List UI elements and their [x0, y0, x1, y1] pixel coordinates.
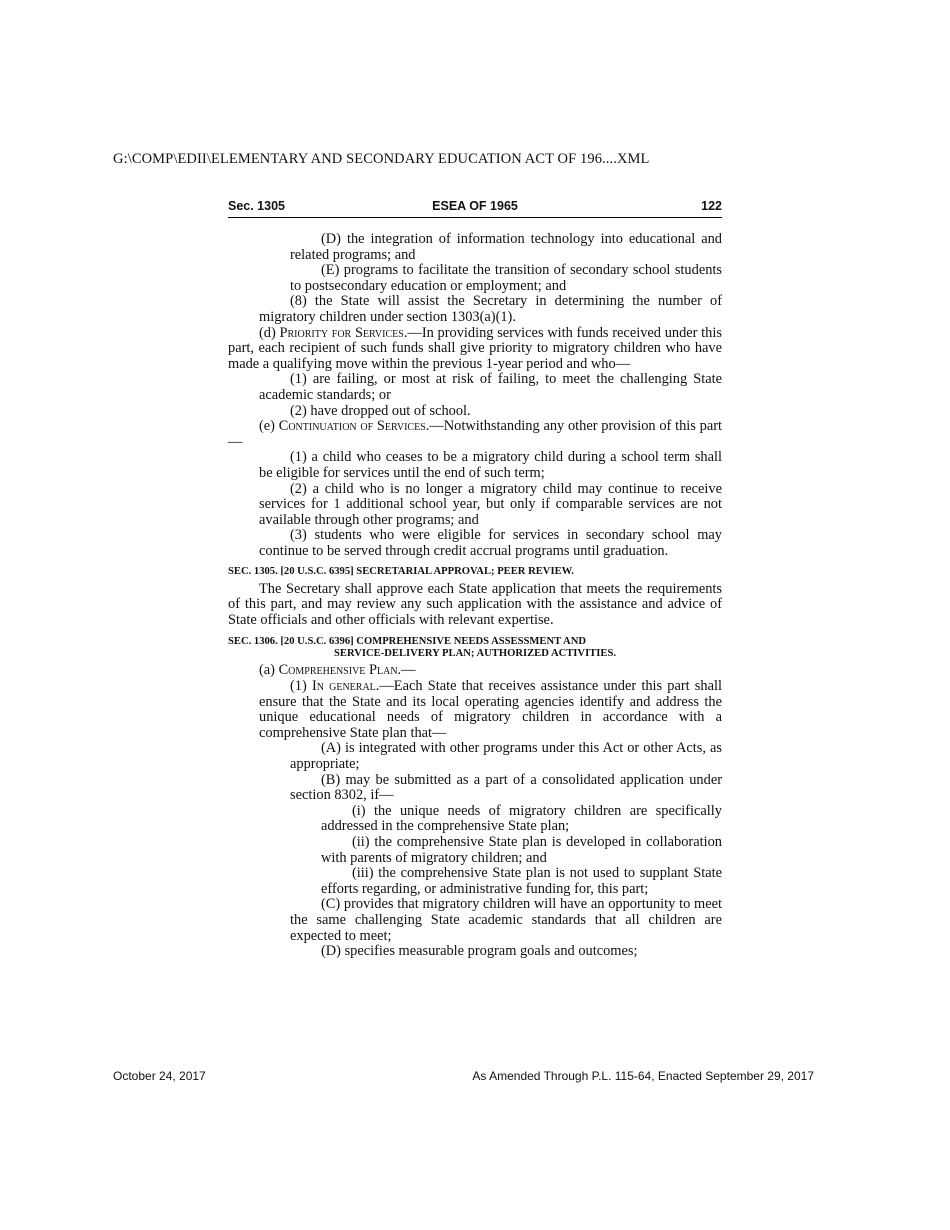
file-path: G:\COMP\EDII\ELEMENTARY AND SECONDARY EDUCATION ACT OF 196....XML [113, 151, 650, 167]
paragraph-heading: In general. [311, 678, 380, 695]
paragraph: (2) have dropped out of school. [290, 402, 471, 419]
paragraph [228, 326, 722, 373]
paragraph: (iii) the comprehensive State plan is not used to supplant State efforts regarding, or administrative funding for, this part; [321, 865, 722, 897]
section-heading: SEC. 1306. [20 U.S.C. 6396] COMPREHENSIVE NEEDS ASSESSMENT AND [228, 635, 586, 647]
paragraph: (i) the unique needs of migratory children are specifically addressed in the comprehensive State plan; [321, 802, 722, 835]
paragraph [228, 679, 722, 741]
paragraph-text: —Each State that receives assistance under this part shall ensure that the State and its local operating agencies identify and address the unique educational needs of migratory children in accordance with a comprehensive State plan that— [259, 678, 722, 741]
paragraph-lead: (a) [259, 662, 279, 679]
section-heading-continued: SERVICE-DELIVERY PLAN; AUTHORIZED ACTIVITIES. [333, 648, 616, 660]
paragraph: (1) are failing, or most at risk of failing, to meet the challenging State academic standards; or [259, 371, 722, 403]
header-page-number: 122 [701, 199, 722, 213]
subsection-heading: Continuation of Services. [278, 418, 430, 435]
paragraph: (A) is integrated with other programs under this Act or other Acts, as appropriate; [290, 740, 722, 773]
paragraph: The Secretary shall approve each State application that meets the requirements of this part, and may review any such application with the assistance and advice of State officials and other officials with relevant expertise. [228, 580, 722, 629]
subsection-heading: Priority for Services. [279, 324, 408, 341]
paragraph: (8) the State will assist the Secretary in determining the number of migratory children under section 1303(a)(1). [259, 293, 722, 325]
paragraph [228, 419, 722, 450]
paragraph: (1) a child who ceases to be a migratory child during a school term shall be eligible for services until the end of such term; [259, 449, 722, 481]
paragraph-text: —In providing services with funds received under this part, each recipient of such funds shall give priority to migratory children who have made a qualifying move within the previous 1-year period and who— [228, 324, 722, 372]
statute-text [228, 232, 722, 960]
paragraph: (B) may be submitted as a part of a consolidated application under section 8302, if— [290, 771, 722, 804]
paragraph: (ii) the comprehensive State plan is developed in collaboration with parents of migratory children; and [321, 834, 722, 866]
paragraph [228, 663, 722, 679]
subsection-heading: Comprehensive Plan. [278, 662, 402, 679]
section-heading: SEC. 1305. [20 U.S.C. 6395] SECRETARIAL APPROVAL; PEER REVIEW. [228, 566, 574, 578]
running-header [228, 197, 722, 218]
paragraph: (D) the integration of information technology into educational and related programs; and [290, 231, 722, 263]
paragraph: (2) a child who is no longer a migratory child may continue to receive services for 1 additional school year, but only if comparable services are not available through other programs; and [259, 480, 722, 528]
footer-amendment-note: As Amended Through P.L. 115-64, Enacted September 29, 2017 [472, 1069, 814, 1083]
paragraph: (C) provides that migratory children will have an opportunity to meet the same challenging State academic standards that all children are expected to meet; [290, 896, 722, 944]
paragraph-text: — [401, 662, 416, 679]
footer-date: October 24, 2017 [113, 1069, 206, 1083]
paragraph: (D) specifies measurable program goals and outcomes; [321, 943, 638, 960]
paragraph-lead: (1) [290, 678, 312, 695]
paragraph: (3) students who were eligible for services in secondary school may continue to be served through credit accrual programs until graduation. [259, 527, 722, 559]
header-title: ESEA OF 1965 [432, 199, 518, 213]
paragraph-lead: (d) [259, 324, 280, 341]
header-section: Sec. 1305 [228, 199, 285, 213]
paragraph: (E) programs to facilitate the transition of secondary school students to postsecondary education or employment; and [290, 262, 722, 294]
paragraph-text: —Notwithstanding any other provision of this part— [228, 418, 722, 450]
paragraph-lead: (e) [259, 418, 279, 435]
